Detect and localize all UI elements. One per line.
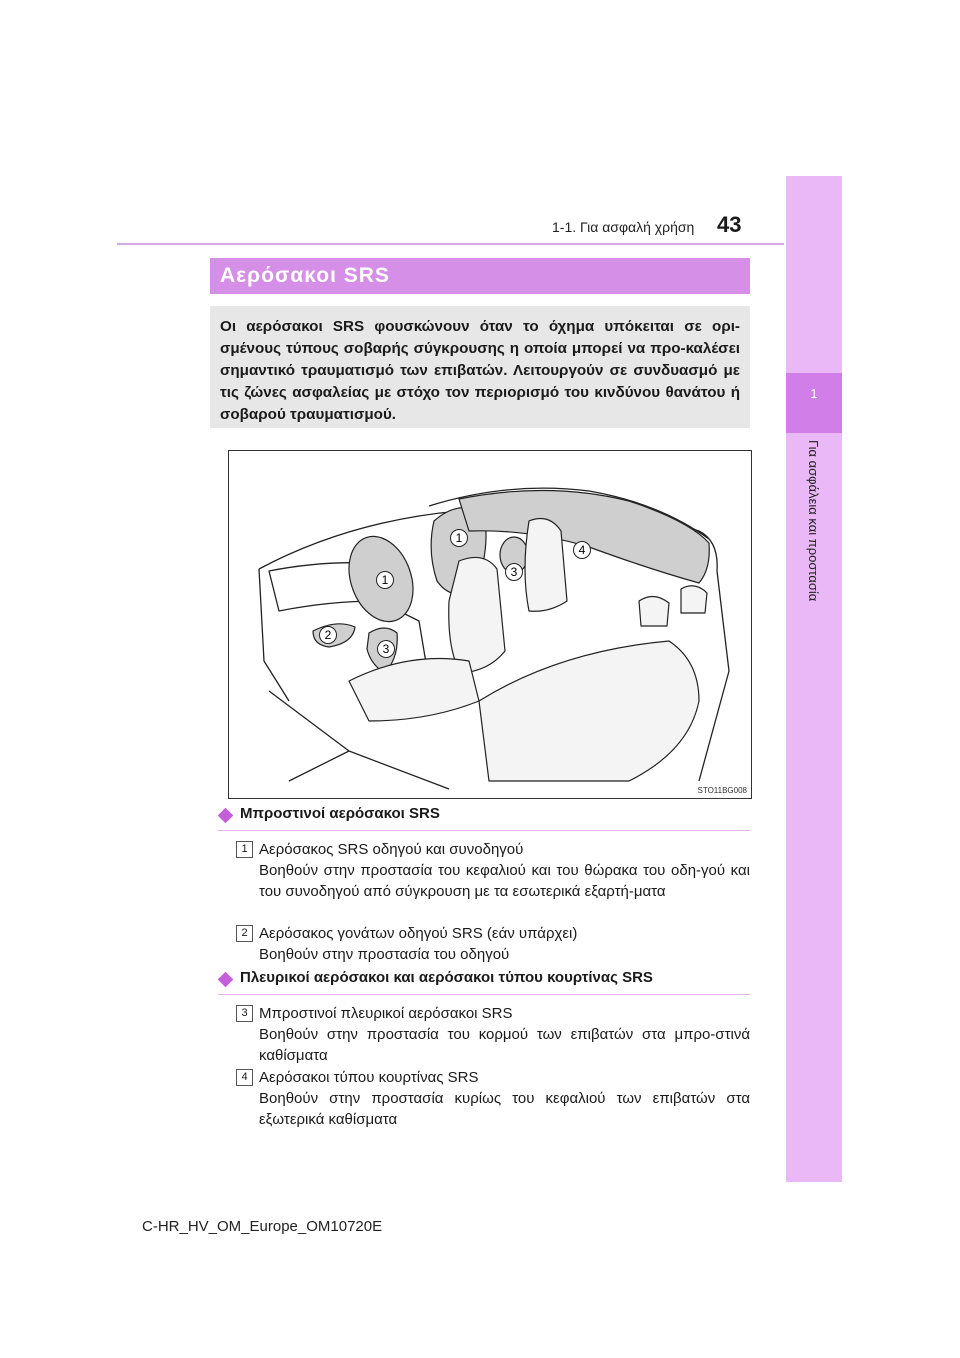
callout-4	[574, 542, 591, 559]
list-item	[236, 840, 750, 924]
item-description: Βοηθούν στην προστασία του κορμού των επιβατών στα μπρο-στινά καθίσματα	[259, 1026, 750, 1064]
diamond-icon	[218, 808, 234, 824]
driver-seat-back	[449, 557, 505, 673]
item-number-badge: 4	[236, 1069, 253, 1086]
callout-1-passenger	[451, 530, 468, 547]
item-number-badge: 2	[236, 925, 253, 942]
callout-3-driver	[378, 641, 395, 658]
diamond-icon	[218, 972, 234, 988]
rear-headrest-2	[681, 586, 707, 613]
svg-text:3: 3	[382, 642, 390, 656]
passenger-seat-back	[525, 519, 567, 612]
chapter-number: 1	[810, 386, 818, 401]
item-number-badge: 1	[236, 841, 253, 858]
item-number-badge: 3	[236, 1005, 253, 1022]
svg-text:4: 4	[578, 543, 586, 557]
section-reference: 1-1. Για ασφαλή χρήση	[552, 219, 695, 235]
section-heading-text: Μπροστινοί αερόσακοι SRS	[240, 805, 440, 822]
car-interior-drawing	[229, 451, 751, 798]
section-heading-front-airbags	[218, 804, 750, 831]
document-code-footer: C-HR_HV_OM_Europe_OM10720E	[142, 1218, 383, 1235]
svg-text:3: 3	[510, 565, 518, 579]
figure-code: STO11BG008	[697, 786, 747, 795]
item-title: Αερόσακος γονάτων οδηγού SRS (εάν υπάρχει)	[259, 925, 578, 942]
rear-seat	[479, 641, 699, 781]
list-item	[236, 924, 750, 968]
section-heading-side-curtain-airbags	[218, 968, 750, 995]
section-heading-text: Πλευρικοί αερόσακοι και αερόσακοι τύπου κουρτίνας SRS	[240, 969, 653, 986]
airbag-illustration	[228, 450, 752, 799]
page-title-bar	[210, 258, 750, 294]
chapter-side-tab[interactable]	[786, 176, 842, 1182]
rear-headrest-1	[639, 596, 669, 626]
callout-3-passenger	[506, 564, 523, 581]
item-title: Αερόσακοι τύπου κουρτίνας SRS	[259, 1069, 479, 1086]
header-rule	[117, 243, 784, 245]
intro-box	[210, 306, 750, 428]
item-description: Βοηθούν στην προστασία του οδηγού	[259, 946, 510, 963]
callout-1-driver	[377, 572, 394, 589]
intro-text: Οι αερόσακοι SRS φουσκώνουν όταν το όχημα υπόκειται σε ορι-σμένους τύπους σοβαρής σύγκρουσης η οποία μπορεί να προ-καλέσει σημαντικό τραυματισμό των επιβατών. Λειτουργούν σε συνδυασμό με τις ζώνες ασφαλείας με στόχο τον περιορισμό του κινδύνου θανάτου ή σοβαρού τραυματισμού.	[220, 318, 740, 423]
list-item	[236, 1004, 750, 1068]
callout-2	[320, 627, 337, 644]
svg-text:1: 1	[381, 573, 389, 587]
chapter-tab-marker	[786, 373, 842, 433]
svg-text:2: 2	[324, 628, 332, 642]
driver-seat-cushion	[349, 659, 479, 722]
list-item	[236, 1068, 750, 1132]
item-description: Βοηθούν στην προστασία κυρίως του κεφαλιού των επιβατών στα εξωτερικά καθίσματα	[259, 1090, 750, 1128]
page-title: Αερόσακοι SRS	[220, 264, 390, 287]
item-description: Βοηθούν στην προστασία του κεφαλιού και του θώρακα του οδη-γού και του συνοδηγού από σύγκρουση με τα εσωτερικά εξαρτή-ματα	[259, 862, 750, 900]
chapter-title: Για ασφάλεια και προστασία	[806, 440, 821, 602]
svg-text:1: 1	[455, 531, 463, 545]
chapter-title-vertical	[773, 440, 853, 640]
page-number: 43	[717, 212, 742, 237]
item-title: Μπροστινοί πλευρικοί αερόσακοι SRS	[259, 1005, 513, 1022]
item-title: Αερόσακος SRS οδηγού και συνοδηγού	[259, 841, 524, 858]
